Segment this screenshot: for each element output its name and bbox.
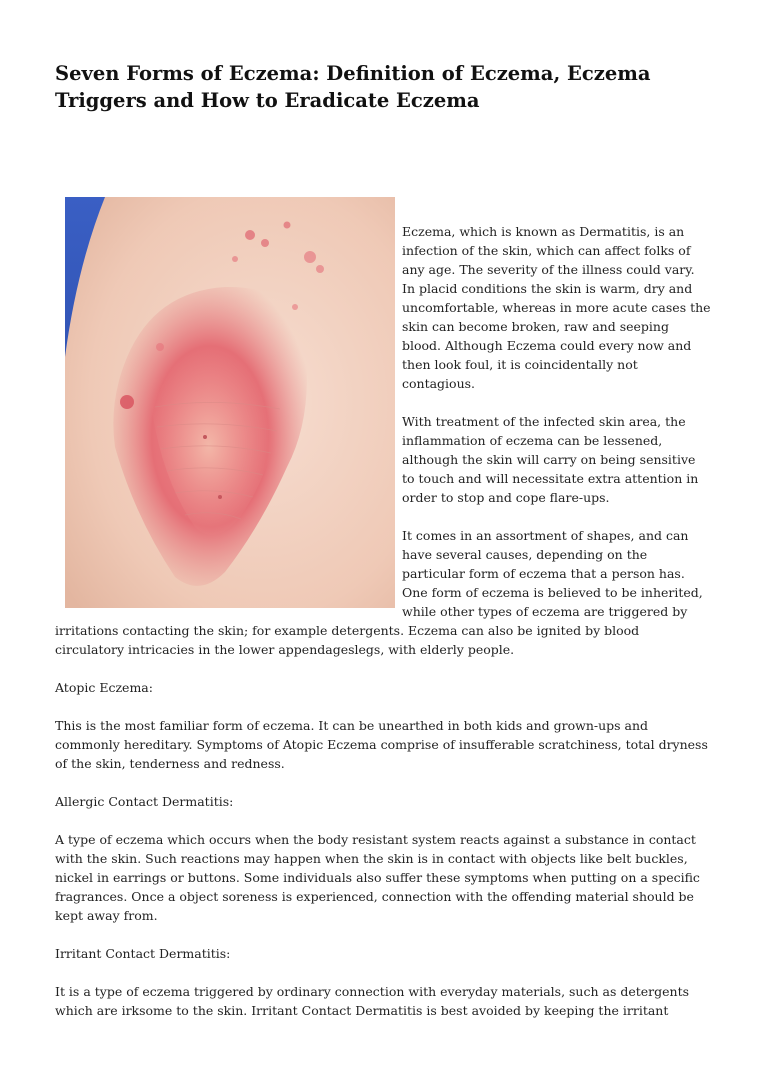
paragraph-irritant-contact-dermatitis: It is a type of eczema triggered by ordinary connection with everyday materials, such as detergents which are irksome to the skin. Irritant Contact Dermatitis is best avoided by keeping the irritant: [55, 984, 690, 1018]
article-body: [55, 222, 711, 1039]
paragraph-intro: Eczema, which is known as Dermatitis, is an infection of the skin, which can affect folks of any age. The severity of the illness could vary. In placid conditions the skin is warm, dry and uncomfortable, whereas in more acute cases the skin can become broken, raw and seeping blood. Although Eczema could every now and then look foul, it is coincidentally not contagious.: [402, 224, 711, 391]
image-wrap-spacer: [55, 222, 402, 620]
heading-allergic-contact-dermatitis: Allergic Contact Dermatitis:: [55, 794, 234, 809]
heading-atopic-eczema: Atopic Eczema:: [55, 680, 153, 695]
heading-irritant-contact-dermatitis: Irritant Contact Dermatitis:: [55, 946, 231, 961]
paragraph-treatment: With treatment of the infected skin area, the inflammation of eczema can be lessened, although the skin will carry on being sensitive to touch and will necessitate extra attention in order to stop and cope flare-ups.: [402, 414, 699, 505]
paragraph-atopic-eczema: This is the most familiar form of eczema. It can be unearthed in both kids and grown-ups and commonly hereditary. Symptoms of Atopic Eczema comprise of insufferable scratchiness, total dryness of the skin, tenderness and redness.: [55, 718, 708, 771]
paragraph-allergic-contact-dermatitis: A type of eczema which occurs when the body resistant system reacts against a substance in contact with the skin. Such reactions may happen when the skin is in contact with objects like belt buckles, nickel in earrings or buttons. Some individuals also suffer these symptoms when putting on a specific fragrances. Once a object soreness is experienced, connection with the offending material should be kept away from.: [55, 832, 700, 923]
paragraph-causes: It comes in an assortment of shapes, and can have several causes, depending on the particular form of eczema that a person has. One form of eczema is believed to be inherited, while other types of eczema are triggered by irritations contacting the skin; for example detergents. Eczema can also be ignited by blood circulatory intricacies in the lower appendageslegs, with elderly people.: [55, 528, 703, 657]
document-title: Seven Forms of Eczema: Definition of Eczema, Eczema Triggers and How to Eradicate Eczema: [55, 62, 651, 112]
